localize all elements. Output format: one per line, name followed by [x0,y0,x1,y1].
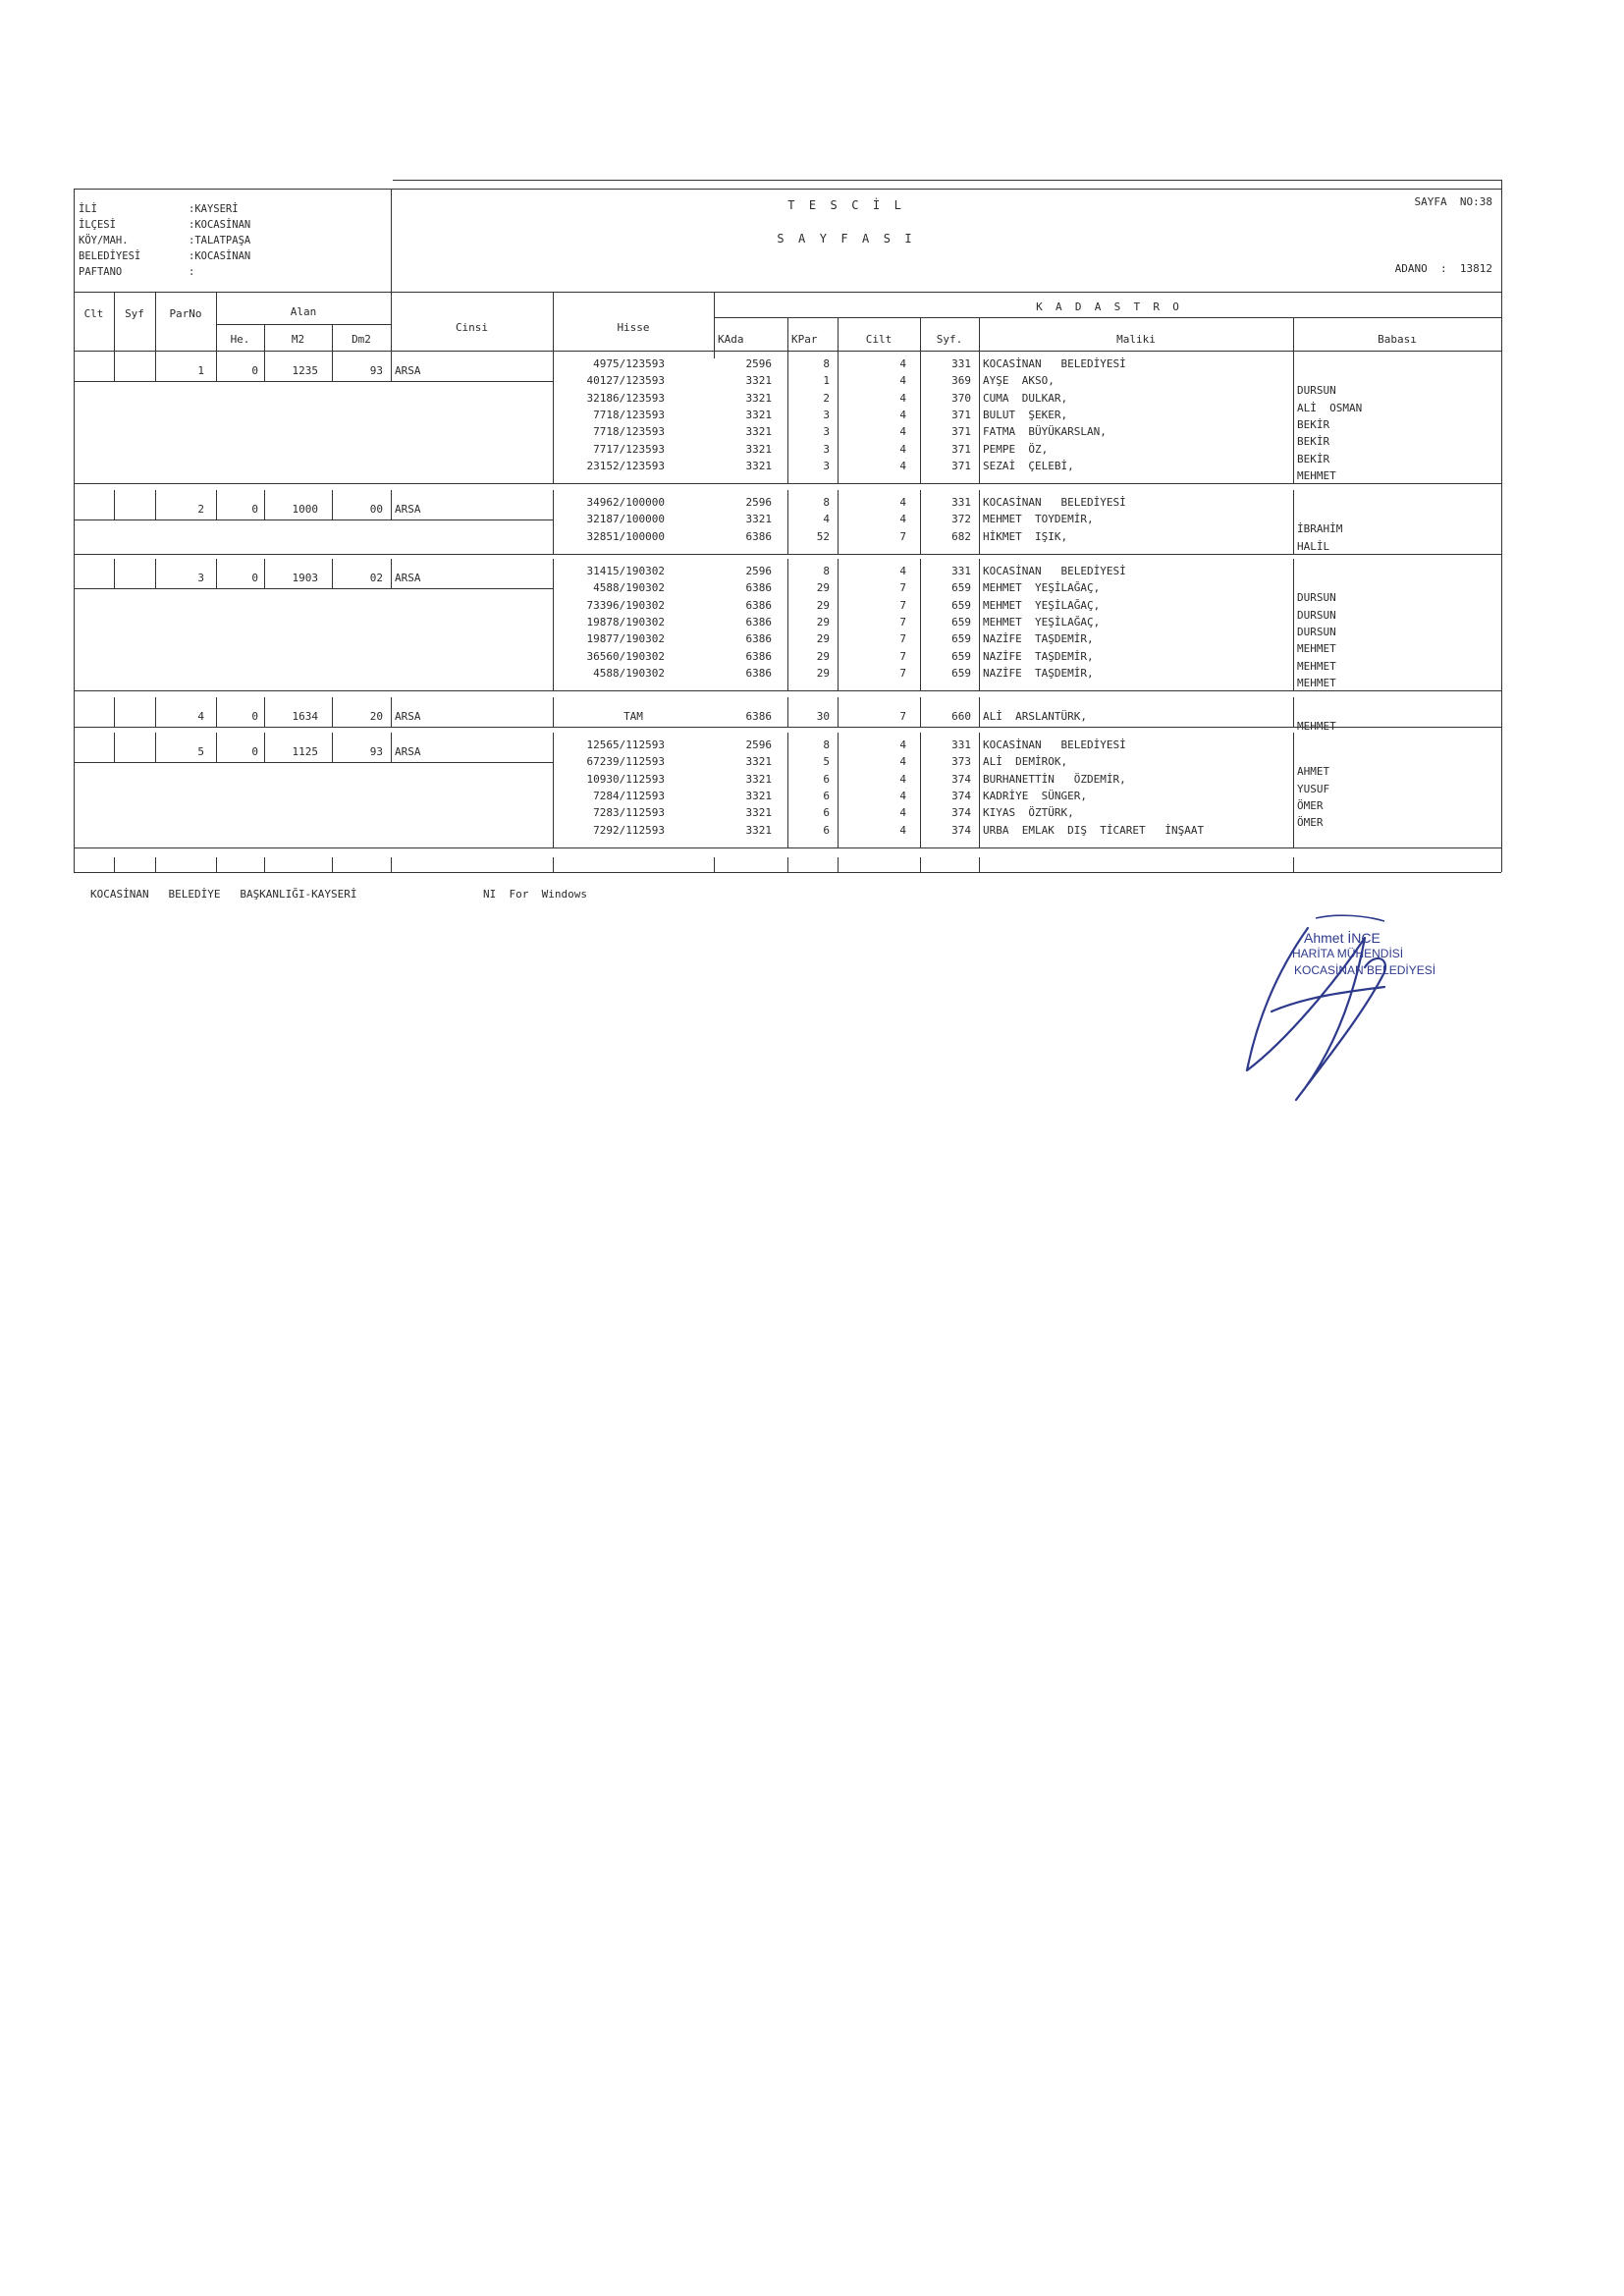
parcel-divider [391,490,392,519]
owner: MEHMET YEŞİLAĞAÇ, [983,581,1101,595]
empty-row-divider [264,857,265,872]
alan-subline [216,324,391,325]
parcel-divider [74,490,75,519]
signature [1218,913,1434,1110]
sayfa: 371 [951,442,971,456]
stamp-title: HARİTA MÜHENDİSİ [1292,947,1404,960]
column-divider [114,292,115,351]
parsel: 8 [823,496,830,509]
parcel-type: ARSA [395,364,421,377]
parcel-bottom-border [74,847,1501,848]
header-value: :TALATPAŞA [189,235,251,246]
parcel-bottom-border [74,483,1501,484]
header-bottom-border [74,292,1501,293]
share: 40127/123593 [586,374,665,388]
parcel-hectare: 0 [251,572,258,584]
father-name: BEKİR [1297,435,1330,449]
owner: MEHMET TOYDEMİR, [983,513,1094,526]
ada: 3321 [745,459,772,472]
sayfa: 659 [951,598,971,612]
parcel-hectare: 0 [251,745,258,758]
owner: ALİ ARSLANTÜRK, [983,710,1087,723]
parcel-divider [1293,352,1294,483]
cilt: 7 [899,632,906,646]
owner: AYŞE AKSO, [983,374,1055,388]
share: 4975/123593 [593,357,665,370]
parsel: 6 [823,823,830,837]
father-name: MEHMET [1297,468,1336,482]
parcel-type: ARSA [395,710,421,723]
parcel-divider [979,559,980,690]
sayfa: 331 [951,357,971,370]
ada: 6386 [745,529,772,543]
ada: 3321 [745,513,772,526]
sayfa: 371 [951,425,971,439]
sayfa: 370 [951,391,971,405]
parcel-m2: 1000 [292,503,318,516]
cilt: 4 [899,374,906,388]
owner: NAZİFE TAŞDEMİR, [983,649,1094,663]
father-name: ÖMER [1297,816,1324,830]
ada: 6386 [745,710,772,723]
share: 4588/190302 [593,581,665,595]
parcel-bottom-border [74,727,1501,728]
parcel-divider [979,733,980,847]
father-name: AHMET [1297,765,1330,779]
parcel-divider [74,352,75,381]
father-name: ÖMER [1297,798,1324,812]
header-label: İLİ [79,203,97,215]
parsel: 29 [816,666,830,680]
parsel: 3 [823,408,830,421]
parsel: 29 [816,615,830,629]
col-kpar: KPar [791,333,818,346]
share: 32187/100000 [586,513,665,526]
empty-row-divider [838,857,839,872]
owner: FATMA BÜYÜKARSLAN, [983,425,1107,439]
ada: 2596 [745,496,772,509]
header-label: KÖY/MAH. [79,235,129,246]
sayfa: 331 [951,738,971,751]
empty-row-divider [391,857,392,872]
empty-row-divider [920,857,921,872]
share: 32851/100000 [586,529,665,543]
father-name: DURSUN [1297,608,1336,622]
ada: 3321 [745,772,772,786]
parcel-dm2: 00 [369,503,383,516]
owner: KOCASİNAN BELEDİYESİ [983,565,1126,577]
share: 73396/190302 [586,598,665,612]
col-kada: KAda [718,333,744,346]
parcel-divider [114,697,115,727]
parcel-dm2: 02 [369,572,383,584]
owner: CUMA DULKAR, [983,391,1068,405]
sayfa: 659 [951,666,971,680]
parsel: 3 [823,459,830,472]
header-value: : [189,266,195,278]
parcel-divider [979,490,980,554]
ada: 2596 [745,565,772,577]
table-bottom-border [74,872,1501,873]
cilt: 4 [899,738,906,751]
owner: NAZİFE TAŞDEMİR, [983,666,1094,680]
footer-software: NI For Windows [483,888,587,901]
parsel: 6 [823,789,830,802]
owner: KOCASİNAN BELEDİYESİ [983,738,1126,751]
col-he: He. [230,333,250,346]
ada: 3321 [745,806,772,820]
parsel: 2 [823,391,830,405]
share: 7292/112593 [593,823,665,837]
ada: 3321 [745,374,772,388]
owner: BULUT ŞEKER, [983,408,1068,421]
owner: MEHMET YEŞİLAĞAÇ, [983,615,1101,629]
parcel-divider [74,733,75,762]
share: 12565/112593 [586,738,665,751]
cilt: 4 [899,442,906,456]
cilt: 4 [899,789,906,802]
parcel-divider [979,352,980,483]
parsel: 3 [823,442,830,456]
ada: 6386 [745,649,772,663]
parcel-number: 2 [197,503,204,516]
title-tescil: T E S C İ L [787,198,901,212]
parcel-divider [74,697,75,727]
parsel: 8 [823,738,830,751]
cilt: 7 [899,529,906,543]
col-maliki: Maliki [1116,333,1156,346]
parsel: 8 [823,357,830,370]
father-name: HALİL [1297,539,1330,553]
parcel-divider [1293,697,1294,727]
col-m2: M2 [291,333,305,346]
sayfa: 682 [951,529,971,543]
parcel-bottom-border [74,554,1501,555]
stamp-institution: KOCASİNAN BELEDİYESİ [1294,963,1436,977]
parcel-number: 3 [197,572,204,584]
empty-row-divider [714,857,715,872]
parsel: 29 [816,649,830,663]
sayfa: 372 [951,513,971,526]
header-value: :KAYSERİ [189,203,239,215]
parcel-m2: 1125 [292,745,318,758]
cilt: 4 [899,565,906,577]
share: 7284/112593 [593,789,665,802]
parsel: 29 [816,598,830,612]
cilt: 4 [899,823,906,837]
share: 23152/123593 [586,459,665,472]
parcel-divider [1293,559,1294,690]
ada: 6386 [745,598,772,612]
parsel: 6 [823,772,830,786]
parsel: 8 [823,565,830,577]
col-cilt: Cilt [865,333,893,346]
col-hisse: Hisse [617,321,650,334]
col-parno: ParNo [169,307,202,320]
stamp-name: Ahmet İNCE [1304,930,1380,946]
empty-row-divider [979,857,980,872]
share: 32186/123593 [586,391,665,405]
parcel-dm2: 93 [369,364,383,377]
ada: 6386 [745,615,772,629]
father-name: DURSUN [1297,384,1336,398]
parcel-m2: 1903 [292,572,318,584]
cilt: 7 [899,581,906,595]
cilt: 7 [899,615,906,629]
share: 36560/190302 [586,649,665,663]
share: 7283/112593 [593,806,665,820]
footer-institution: KOCASİNAN BELEDİYE BAŞKANLIĞI-KAYSERİ [90,888,357,901]
father-name: DURSUN [1297,591,1336,605]
header-label: PAFTANO [79,266,123,278]
father-name: MEHMET [1297,676,1336,689]
col-clt: Clt [83,307,104,320]
parcel-number: 1 [197,364,204,377]
cilt: 7 [899,666,906,680]
share: 10930/112593 [586,772,665,786]
ada: 3321 [745,789,772,802]
parcel-divider [391,697,392,727]
share: 19877/190302 [586,632,665,646]
column-divider [155,292,156,351]
col-babasi: Babası [1378,333,1417,346]
owner: HİKMET IŞIK, [983,529,1068,543]
owner: ALİ DEMİROK, [983,755,1068,769]
share: 67239/112593 [586,755,665,769]
parcel-type: ARSA [395,745,421,758]
sayfa: 374 [951,772,971,786]
owner: SEZAİ ÇELEBİ, [983,459,1074,472]
cilt: 4 [899,357,906,370]
parsel: 5 [823,755,830,769]
father-name: ALİ OSMAN [1297,401,1363,414]
share: 7717/123593 [593,442,665,456]
empty-row-divider [74,857,75,872]
owner: MEHMET YEŞİLAĞAÇ, [983,598,1101,612]
owner: BURHANETTİN ÖZDEMİR, [983,772,1126,786]
sayfa: 659 [951,581,971,595]
empty-row-divider [787,857,788,872]
cilt: 7 [899,598,906,612]
sayfa: 369 [951,374,971,388]
share: 7718/123593 [593,425,665,439]
parcel-hectare: 0 [251,710,258,723]
header-value: :KOCASİNAN [189,250,251,262]
parcel-hectare: 0 [251,364,258,377]
sayfa: 659 [951,649,971,663]
owner: NAZİFE TAŞDEMİR, [983,632,1094,646]
ada: 3321 [745,391,772,405]
sayfa: 659 [951,632,971,646]
owner: KIYAS ÖZTÜRK, [983,806,1074,820]
owner: KOCASİNAN BELEDİYESİ [983,357,1126,370]
father-name: BEKİR [1297,452,1330,465]
ada: 3321 [745,755,772,769]
sayfa: 659 [951,615,971,629]
parcel-divider [391,352,392,381]
ada: 6386 [745,666,772,680]
cilt: 4 [899,408,906,421]
sayfa: 660 [951,710,971,723]
parcel-divider [114,733,115,762]
cilt: 7 [899,649,906,663]
share: 4588/190302 [593,666,665,680]
empty-row-divider [155,857,156,872]
kadastro-heading: K A D A S T R O [1036,301,1179,313]
parcel-m2: 1235 [292,364,318,377]
share: 7718/123593 [593,408,665,421]
parcel-subline [74,588,553,589]
header-label: BELEDİYESİ [79,250,141,262]
sayfa: 374 [951,806,971,820]
parsel: 30 [816,710,830,723]
sayfa: 373 [951,755,971,769]
father-name: MEHMET [1297,642,1336,656]
parcel-type: ARSA [395,572,421,584]
share: 31415/190302 [586,565,665,577]
cilt: 4 [899,772,906,786]
cilt: 4 [899,755,906,769]
ada: 6386 [745,632,772,646]
title-top-border [393,180,1501,181]
father-name: YUSUF [1297,782,1330,795]
father-name: İBRAHİM [1297,522,1343,536]
column-divider [787,317,788,351]
empty-row-divider [332,857,333,872]
title-sayfasi: S A Y F A S I [777,232,912,246]
sayfa: 371 [951,459,971,472]
parcel-divider [979,697,980,727]
cilt: 4 [899,391,906,405]
parcel-dm2: 93 [369,745,383,758]
cilt: 4 [899,513,906,526]
share: 19878/190302 [586,615,665,629]
sayfa: 374 [951,823,971,837]
ada: 6386 [745,581,772,595]
cilt: 7 [899,710,906,723]
parcel-type: ARSA [395,503,421,516]
parcel-divider [114,352,115,381]
ada-number: ADANO : 13812 [1394,262,1492,275]
ada: 3321 [745,425,772,439]
parsel: 4 [823,513,830,526]
empty-row-divider [553,857,554,872]
parcel-divider [1293,733,1294,847]
header-divider [391,189,392,292]
parsel: 29 [816,581,830,595]
empty-row-divider [114,857,115,872]
parcel-hectare: 0 [251,503,258,516]
parcel-m2: 1634 [292,710,318,723]
parsel: 3 [823,425,830,439]
father-name: BEKİR [1297,417,1330,431]
header-label: İLÇESİ [79,219,116,231]
cilt: 4 [899,806,906,820]
empty-row-divider [216,857,217,872]
parcel-subline [74,519,553,520]
col-dm2: Dm2 [352,333,371,346]
col-cinsi: Cinsi [455,321,489,334]
cilt: 4 [899,496,906,509]
parcel-divider [114,559,115,588]
parcel-divider [391,559,392,588]
parcel-bottom-border [74,690,1501,691]
sayfa: 331 [951,565,971,577]
cilt: 4 [899,425,906,439]
parcel-number: 5 [197,745,204,758]
ada: 2596 [745,738,772,751]
sayfa: 331 [951,496,971,509]
col-alan: Alan [290,305,317,318]
owner: KOCASİNAN BELEDİYESİ [983,496,1126,509]
sayfa: 371 [951,408,971,421]
parcel-subline [74,381,553,382]
parcel-dm2: 20 [369,710,383,723]
parsel: 52 [816,529,830,543]
sayfa: 374 [951,789,971,802]
table-top-border [74,189,1501,190]
parcel-divider [74,559,75,588]
share: TAM [623,710,643,723]
father-name: MEHMET [1297,720,1336,733]
parcel-subline [74,762,553,763]
parsel: 1 [823,374,830,388]
col-syf: Syf [125,307,144,320]
parsel: 6 [823,806,830,820]
ada: 2596 [745,357,772,370]
owner: URBA EMLAK DIŞ TİCARET İNŞAAT [983,823,1205,837]
share: 34962/100000 [586,496,665,509]
kadastro-subline [714,317,1501,318]
table-right-border [1501,180,1502,872]
cilt: 4 [899,459,906,472]
father-name: MEHMET [1297,659,1336,673]
page-number: SAYFA NO:38 [1414,195,1492,208]
ada: 3321 [745,823,772,837]
owner: KADRİYE SÜNGER, [983,789,1087,802]
col-syf: Syf. [936,333,963,346]
parsel: 29 [816,632,830,646]
ada: 3321 [745,408,772,421]
parcel-number: 4 [197,710,204,723]
header-value: :KOCASİNAN [189,219,251,231]
empty-row-divider [1293,857,1294,872]
parcel-divider [114,490,115,519]
ada: 3321 [745,442,772,456]
owner: PEMPE ÖZ, [983,442,1049,456]
parcel-divider [1293,490,1294,554]
parcel-divider [391,733,392,762]
father-name: DURSUN [1297,625,1336,638]
